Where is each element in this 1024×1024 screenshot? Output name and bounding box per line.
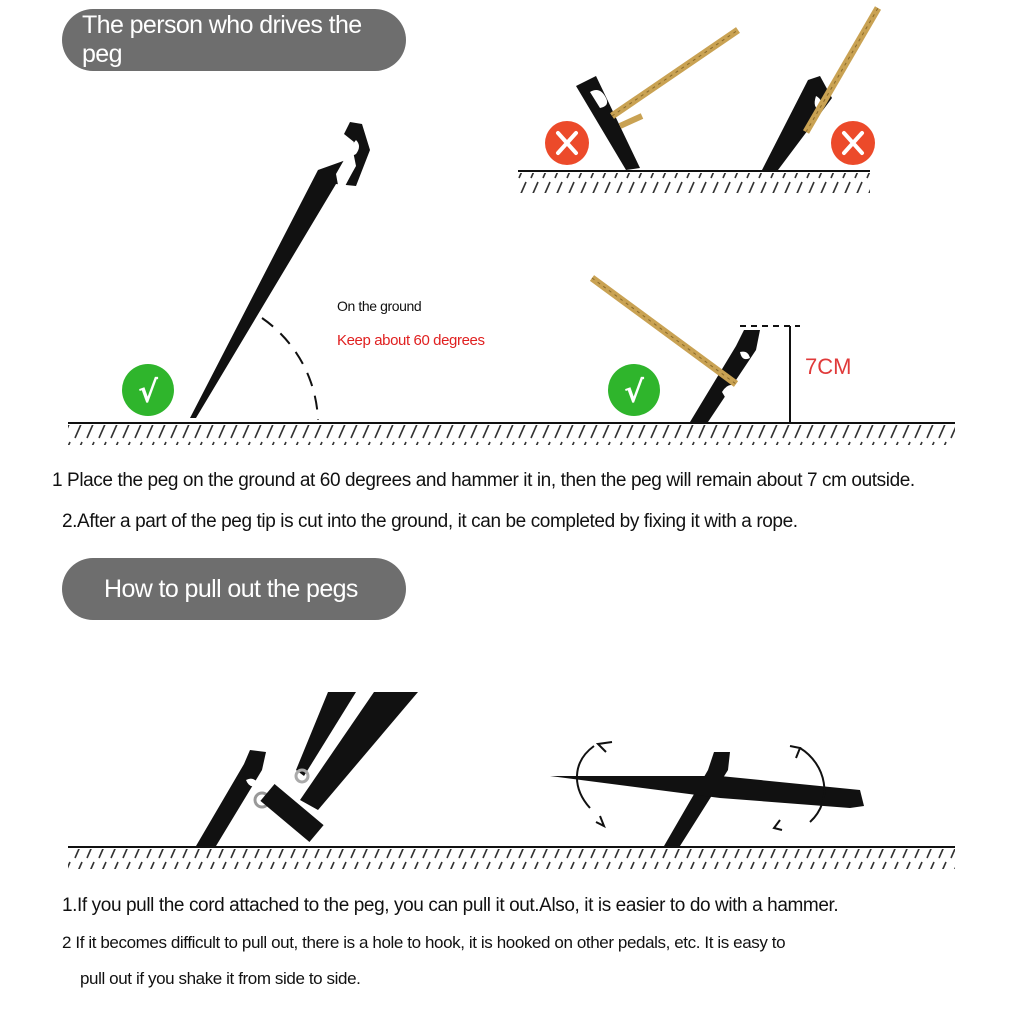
peg-shake	[550, 742, 864, 846]
drive-step-2: 2.After a part of the peg tip is cut into the ground, it can be completed by fixing it with a rope.	[62, 511, 798, 532]
check-circle-icon	[122, 364, 174, 416]
wrong-peg-left	[576, 30, 738, 170]
section-title-pull-text: How to pull out the pegs	[104, 574, 358, 603]
x-circle-icon-2	[831, 121, 875, 165]
x-circle-icon	[545, 121, 589, 165]
ground-bottom	[68, 847, 955, 869]
drive-step-1: 1 Place the peg on the ground at 60 degrees and hammer it in, then the peg will remain about 7 cm outside.	[52, 470, 915, 491]
peg-pull-hammer	[196, 692, 418, 846]
pull-step-1: 1.If you pull the cord attached to the peg, you can pull it out.Also, it is easier to do with a hammer.	[62, 895, 839, 916]
ground-label: On the ground	[337, 298, 422, 314]
svg-text:√: √	[623, 375, 645, 410]
pull-step-2-line-2: pull out if you shake it from side to side.	[80, 969, 361, 988]
height-label: 7CM	[805, 354, 852, 379]
ground-top-right	[518, 171, 870, 193]
angle-arc	[262, 318, 318, 420]
ground-middle	[68, 423, 955, 445]
peg-60-degrees	[190, 122, 370, 418]
check-circle-icon-2	[608, 364, 660, 416]
angle-label: Keep about 60 degrees	[337, 332, 485, 349]
section-title-pull	[62, 558, 406, 620]
pull-step-2-line-1: 2 If it becomes difficult to pull out, there is a hole to hook, it is hooked on other pedals, etc. It is easy to	[62, 933, 786, 952]
section-title-drive-text: The person who drives the peg	[82, 11, 362, 68]
svg-text:√: √	[137, 375, 159, 410]
